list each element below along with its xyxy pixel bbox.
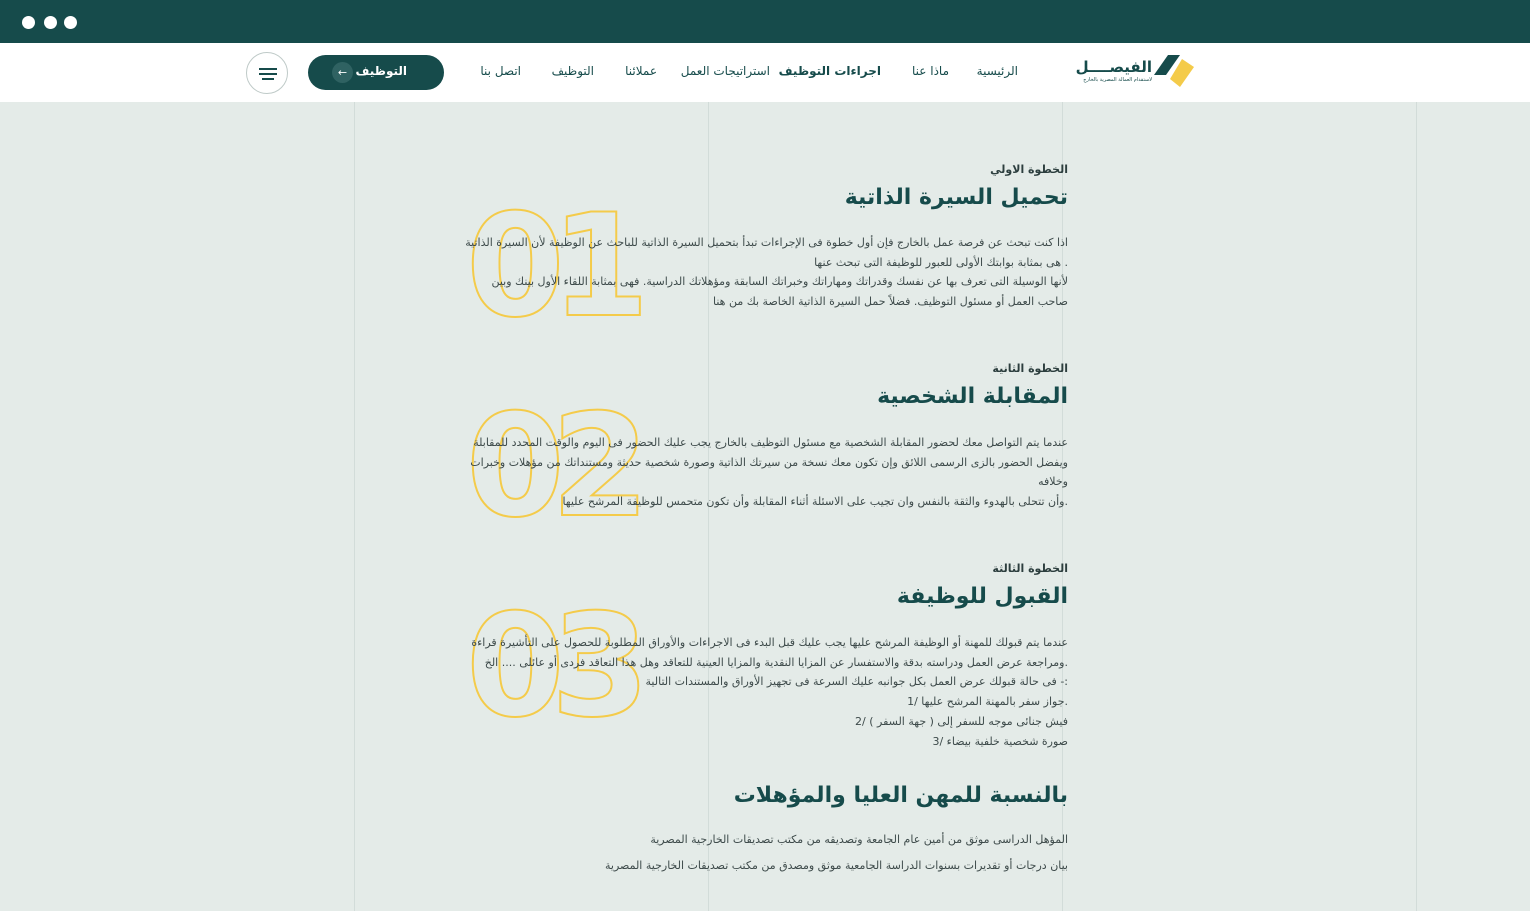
hamburger-icon xyxy=(259,73,277,75)
description-line: صورة شخصية خلفية بيضاء /3 xyxy=(932,734,1068,748)
brand-tagline: لاستقدام العمالة المصرية بالخارج xyxy=(1083,77,1152,83)
step-title: القبول للوظيفة xyxy=(896,584,1068,609)
requirement-line: بيان درجات أو تقديرات بسنوات الدراسة الجامعية موثق ومصدق من مكتب تصديقات الخارجية المصرية xyxy=(605,859,1068,872)
window-control-dot[interactable] xyxy=(64,16,77,29)
site-header xyxy=(0,43,1530,102)
step-title: المقابلة الشخصية xyxy=(877,384,1068,409)
description-line: عندما يتم التواصل معك لحضور المقابلة الشخصية مع مسئول التوظيف بالخارج يجب عليك الحضور فى اليوم والوقت المحدد للمقابلة xyxy=(473,436,1068,449)
description-line: .جواز سفر بالمهنة المرشح عليها /1 xyxy=(907,695,1068,709)
step-label: الخطوة الثالثة xyxy=(992,562,1068,575)
logo-mark-icon xyxy=(1154,55,1194,91)
nav-link-about[interactable]: ماذا عنا xyxy=(911,64,949,78)
step-description xyxy=(458,433,1068,512)
nav-link-jobs[interactable]: التوظيف xyxy=(551,64,594,78)
step-number-outline: 02 xyxy=(466,384,636,549)
step-number-outline: 01 xyxy=(466,184,636,349)
section-title: بالنسبة للمهن العليا والمؤهلات xyxy=(733,783,1068,808)
hamburger-icon xyxy=(259,68,277,70)
hamburger-icon xyxy=(262,78,274,80)
step-number-outline: 03 xyxy=(466,584,636,749)
description-line: اذا كنت تبحث عن فرصة عمل بالخارج فإن أول خطوة فى الإجراءات تبدأ بتحميل السيرة الذاتية للباحث عن الوظيفة لأن السيرة الذاتية xyxy=(465,236,1068,249)
brand-logo[interactable] xyxy=(1075,55,1194,91)
step-description xyxy=(458,233,1068,312)
description-line: :- فى حالة قبولك عرض العمل بكل جوانبه عليك السرعة فى تجهيز الأوراق والمستندات التالية xyxy=(645,675,1068,689)
nav-link-contact[interactable]: اتصل بنا xyxy=(480,64,521,78)
cta-label: التوظيف xyxy=(355,64,407,78)
step-label: الخطوة الاولي xyxy=(990,163,1068,176)
brand-name: الفيصــــل xyxy=(1075,58,1152,76)
nav-link-work-strategies[interactable]: استراتيجات العمل xyxy=(680,64,770,78)
step-label: الخطوة الثانية xyxy=(992,362,1068,375)
step-description xyxy=(458,633,1068,751)
menu-button[interactable] xyxy=(246,52,288,94)
description-line: وخلافه xyxy=(1038,475,1068,489)
description-line: عندما يتم قبولك للمهنة أو الوظيفة المرشح عليها يجب عليك قبل البدء فى الاجراءات والأوراق المطلوبة للحصول على التأشيرة قراءة xyxy=(471,636,1068,649)
description-line: فيش جنائى موجه للسفر إلى ( جهة السفر ) /2 xyxy=(855,714,1068,728)
description-line: . هى بمثابة بوابتك الأولى للعبور للوظيفة التى تبحث عنها xyxy=(814,255,1068,269)
description-line: .ومراجعة عرض العمل ودراسته بدقة والاستفسار عن المزايا النقدية والمزايا العينية للتعاقد وهل هذا التعاقد فردى أو عائلى .... الخ xyxy=(484,655,1068,669)
step-title: تحميل السيرة الذاتية xyxy=(844,185,1068,210)
nav-link-clients[interactable]: عملائنا xyxy=(625,64,657,78)
grid-line xyxy=(354,102,355,911)
arrow-icon: ← xyxy=(332,62,353,83)
window-control-dot[interactable] xyxy=(22,16,35,29)
description-line: ويفضل الحضور بالزى الرسمى اللائق وإن تكون معك نسخة من سيرتك الذاتية وصورة شخصية حديثة ومستنداتك من مؤهلات وخبرات xyxy=(470,455,1068,469)
description-line: .وأن تتحلى بالهدوء والثقة بالنفس وان تجيب على الاسئلة أثناء المقابلة وأن تكون متحمس للوظيفة المرشح عليها xyxy=(562,495,1068,509)
jobs-cta-button[interactable] xyxy=(308,55,444,90)
browser-title-bar xyxy=(0,0,1530,43)
description-line: صاحب العمل أو مسئول التوظيف. فضلاً حمل السيرة الذاتية الخاصة بك من هنا xyxy=(713,295,1068,309)
grid-line xyxy=(1416,102,1417,911)
description-line: لأنها الوسيلة التى تعرف بها عن نفسك وقدراتك ومهاراتك وخبراتك السابقة ومؤهلاتك الدراسية. فهى بمثابة اللقاء الأول بينك وبين xyxy=(491,275,1068,289)
nav-link-home[interactable]: الرئيسية xyxy=(976,64,1018,78)
window-control-dot[interactable] xyxy=(44,16,57,29)
nav-link-hiring-procedures[interactable]: اجراءات التوظيف xyxy=(778,64,881,78)
requirement-line: المؤهل الدراسى موثق من أمين عام الجامعة وتصديقه من مكتب تصديقات الخارجية المصرية xyxy=(650,833,1068,846)
